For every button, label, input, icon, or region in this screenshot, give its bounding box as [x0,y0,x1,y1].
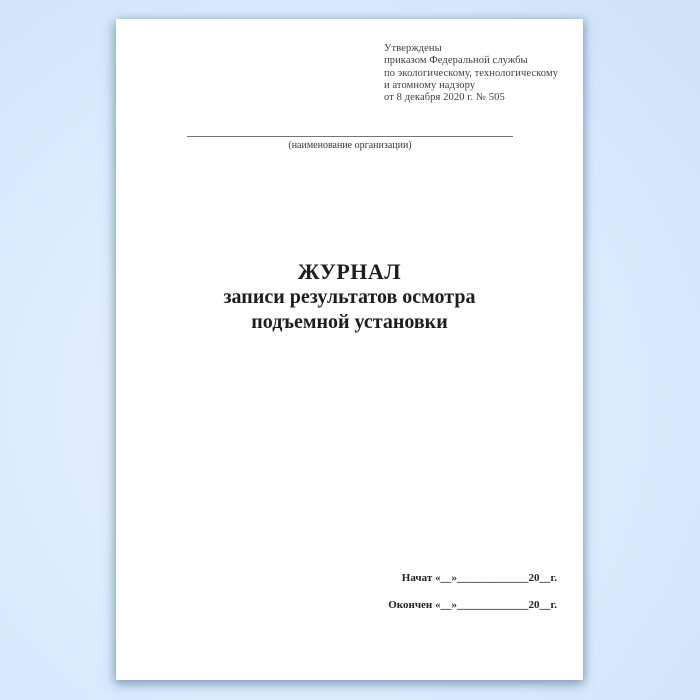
approval-line: приказом Федеральной службы [384,55,528,67]
document-cover-page [116,19,583,680]
approval-line: Утверждены [384,43,442,54]
approval-line: от 8 декабря 2020 г. № 505 [384,92,505,104]
document-title-sub: подъемной установки [251,311,448,333]
approval-block [384,43,574,104]
document-title [116,259,583,335]
organization-name-section [187,125,513,151]
approval-line: и атомному надзору [384,79,476,91]
date-fields-block [388,572,557,612]
organization-name-blank-line [187,125,513,137]
approval-line: по экологическому, технологическому [384,67,559,79]
organization-name-caption: (наименование организации) [288,140,412,151]
document-title-main: ЖУРНАЛ [297,259,402,284]
date-started-row: Начат «__»_____________20__г. [401,572,557,584]
document-title-sub: записи результатов осмотра [223,286,476,308]
date-finished-row: Окончен «__»_____________20__г. [388,599,557,611]
